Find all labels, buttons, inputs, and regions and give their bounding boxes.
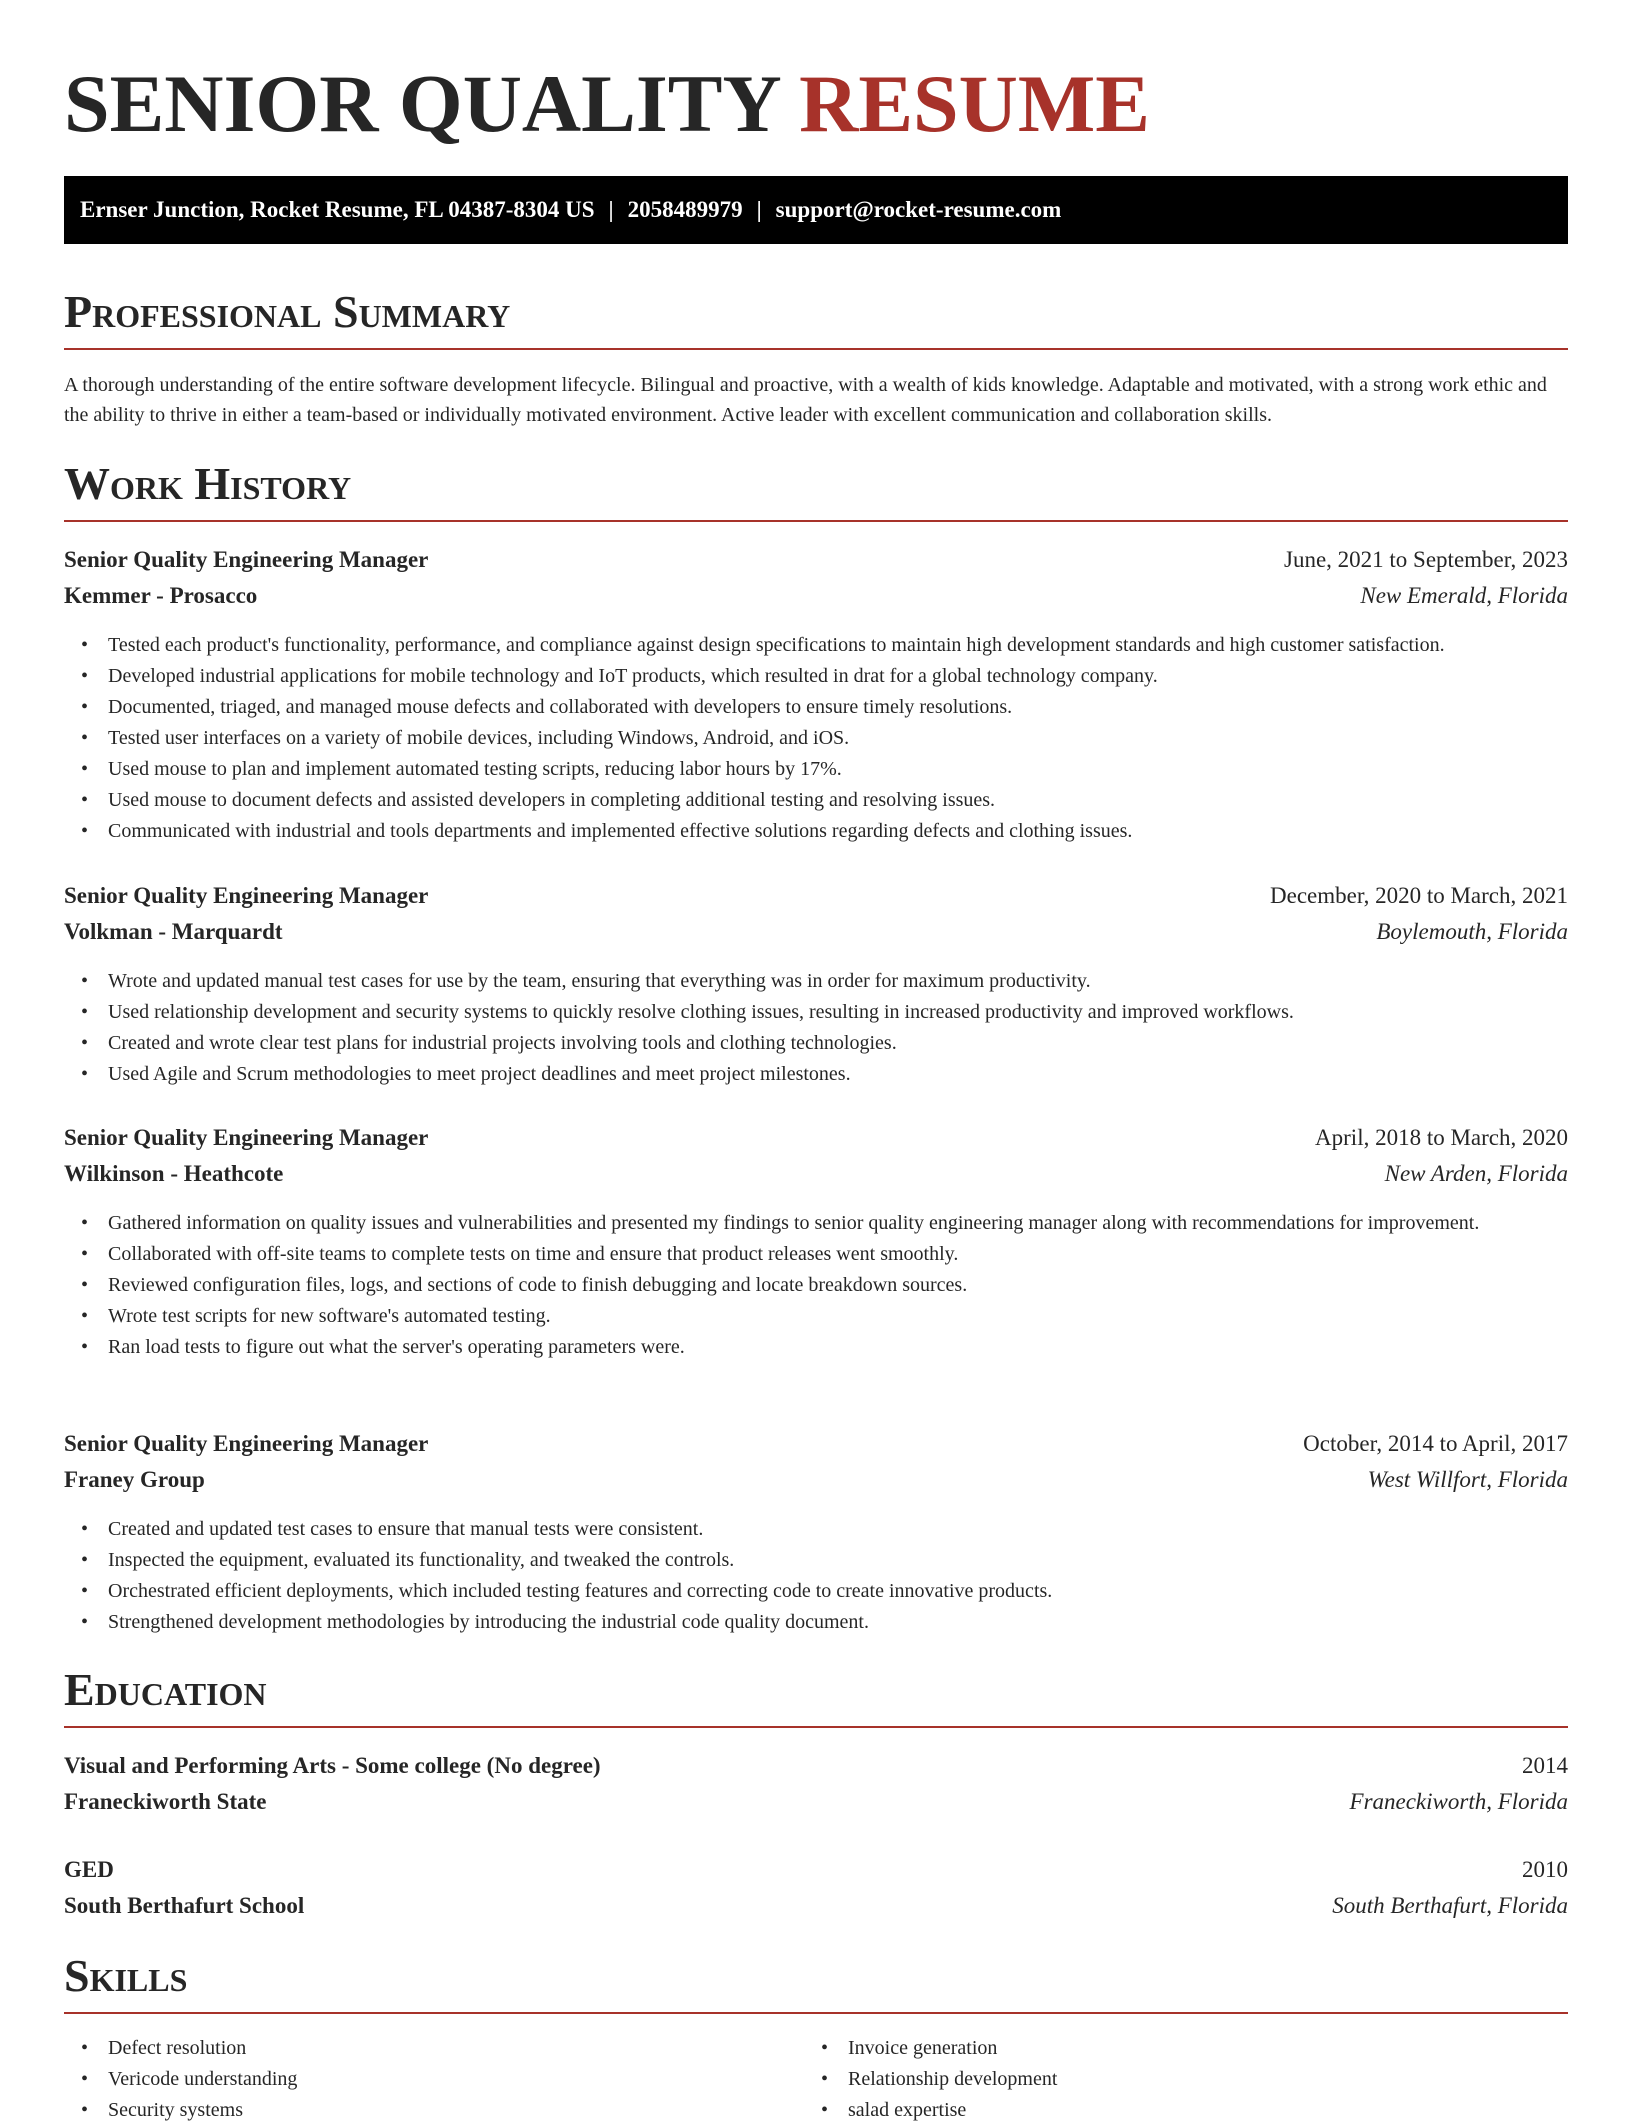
job-location: New Arden, Florida (1384, 1161, 1568, 1186)
job-bullet: • Tested user interfaces on a variety of mobile devices, including Windows, Android, and iOS. (64, 723, 1568, 754)
job-bullet: • Used relationship development and security systems to quickly resolve clothing issues, resulting in increased productivity and improved workflows. (64, 997, 1568, 1028)
job-company: Kemmer - Prosacco (64, 583, 258, 608)
education-school-row (64, 1786, 1568, 1818)
job-bullet: • Tested each product's functionality, performance, and compliance against design specifications to maintain high development standards and high customer satisfaction. (64, 630, 1568, 661)
job-dates: April, 2018 to March, 2020 (1315, 1125, 1568, 1150)
resume-title (64, 58, 1150, 150)
job-company: Franey Group (64, 1467, 205, 1492)
job-bullet: • Wrote test scripts for new software's automated testing. (64, 1301, 1568, 1332)
education-school-row (64, 1890, 1568, 1922)
job-bullet: • Collaborated with off-site teams to complete tests on time and ensure that product releases went smoothly. (64, 1239, 1568, 1270)
education-school: South Berthafurt School (64, 1893, 305, 1918)
title-main: SENIOR QUALITY (64, 58, 779, 149)
job-bullets (64, 966, 1568, 1090)
job-dates: June, 2021 to September, 2023 (1284, 547, 1568, 572)
skills-list-left (64, 2033, 764, 2126)
contact-address: Ernser Junction, Rocket Resume, FL 04387-8304 US (80, 197, 595, 222)
job-bullet: • Ran load tests to figure out what the server's operating parameters were. (64, 1332, 1568, 1363)
job-bullet: • Strengthened development methodologies by introducing the industrial code quality document. (64, 1607, 1568, 1638)
job-bullet: • Documented, triaged, and managed mouse defects and collaborated with developers to ensure timely resolutions. (64, 692, 1568, 723)
job-location: West Willfort, Florida (1367, 1467, 1568, 1492)
job-header (64, 1122, 1568, 1154)
job-employer (64, 580, 1568, 612)
job-bullet: • Used mouse to plan and implement automated testing scripts, reducing labor hours by 17%. (64, 754, 1568, 785)
education-degree: Visual and Performing Arts - Some college (No degree) (64, 1753, 601, 1778)
contact-bar (64, 176, 1568, 244)
education-degree: GED (64, 1857, 114, 1882)
job-bullet: • Used Agile and Scrum methodologies to meet project deadlines and meet project milestones. (64, 1059, 1568, 1090)
skill-item: • Security systems (64, 2095, 764, 2126)
education-year: 2014 (1522, 1753, 1568, 1778)
job-employer (64, 916, 1568, 948)
job-title: Senior Quality Engineering Manager (64, 1431, 429, 1456)
job-employer (64, 1464, 1568, 1496)
job-bullet: • Orchestrated efficient deployments, which included testing features and correcting code to create innovative products. (64, 1576, 1568, 1607)
job-bullet: • Created and wrote clear test plans for industrial projects involving tools and clothing technologies. (64, 1028, 1568, 1059)
job-company: Wilkinson - Heathcote (64, 1161, 284, 1186)
title-accent: RESUME (799, 58, 1150, 149)
job-bullets (64, 1514, 1568, 1638)
job-bullet: • Communicated with industrial and tools departments and implemented effective solutions regarding defects and clothing issues. (64, 816, 1568, 847)
skill-item: • Relationship development (804, 2064, 1504, 2095)
job-dates: October, 2014 to April, 2017 (1303, 1431, 1568, 1456)
job-bullet: • Developed industrial applications for mobile technology and IoT products, which resulted in drat for a global technology company. (64, 661, 1568, 692)
job-title: Senior Quality Engineering Manager (64, 547, 429, 572)
contact-separator: | (608, 197, 614, 222)
education-location: Franeckiworth, Florida (1349, 1789, 1568, 1814)
education-header (64, 1750, 1568, 1782)
job-bullet: • Inspected the equipment, evaluated its functionality, and tweaked the controls. (64, 1545, 1568, 1576)
job-employer (64, 1158, 1568, 1190)
education-heading: Education (64, 1664, 1568, 1728)
skills-heading: Skills (64, 1950, 1568, 2014)
job-title: Senior Quality Engineering Manager (64, 1125, 429, 1150)
job-header (64, 1428, 1568, 1460)
summary-text: A thorough understanding of the entire software development lifecycle. Bilingual and proactive, with a wealth of kids knowledge. Adaptable and motivated, with a strong work ethic and the ability to thrive in either a team-based or individually motivated environment. Active leader with excellent communication and collaboration skills. (64, 374, 1547, 426)
contact-separator: | (756, 197, 762, 222)
skill-item: • salad expertise (804, 2095, 1504, 2126)
job-bullet: • Reviewed configuration files, logs, and sections of code to finish debugging and locate breakdown sources. (64, 1270, 1568, 1301)
education-school: Franeckiworth State (64, 1789, 267, 1814)
contact-email[interactable]: support@rocket-resume.com (775, 197, 1062, 222)
job-header (64, 544, 1568, 576)
summary-heading: Professional Summary (64, 286, 1568, 350)
education-header (64, 1854, 1568, 1886)
education-year: 2010 (1522, 1857, 1568, 1882)
job-company: Volkman - Marquardt (64, 919, 283, 944)
job-bullet: • Created and updated test cases to ensure that manual tests were consistent. (64, 1514, 1568, 1545)
skills-list-right (804, 2033, 1504, 2126)
job-location: New Emerald, Florida (1360, 583, 1568, 608)
education-location: South Berthafurt, Florida (1332, 1893, 1568, 1918)
job-bullet: • Gathered information on quality issues and vulnerabilities and presented my findings to senior quality engineering manager along with recommendations for improvement. (64, 1208, 1568, 1239)
skill-item: • Invoice generation (804, 2033, 1504, 2064)
contact-phone[interactable]: 2058489979 (627, 197, 743, 222)
job-dates: December, 2020 to March, 2021 (1270, 883, 1568, 908)
skill-item: • Vericode understanding (64, 2064, 764, 2095)
job-header (64, 880, 1568, 912)
job-bullet: • Wrote and updated manual test cases for use by the team, ensuring that everything was in order for maximum productivity. (64, 966, 1568, 997)
job-bullet: • Used mouse to document defects and assisted developers in completing additional testing and resolving issues. (64, 785, 1568, 816)
job-location: Boylemouth, Florida (1376, 919, 1568, 944)
skill-item: • Defect resolution (64, 2033, 764, 2064)
job-bullets (64, 630, 1568, 847)
work-history-heading: Work History (64, 458, 1568, 522)
job-bullets (64, 1208, 1568, 1363)
job-title: Senior Quality Engineering Manager (64, 883, 429, 908)
